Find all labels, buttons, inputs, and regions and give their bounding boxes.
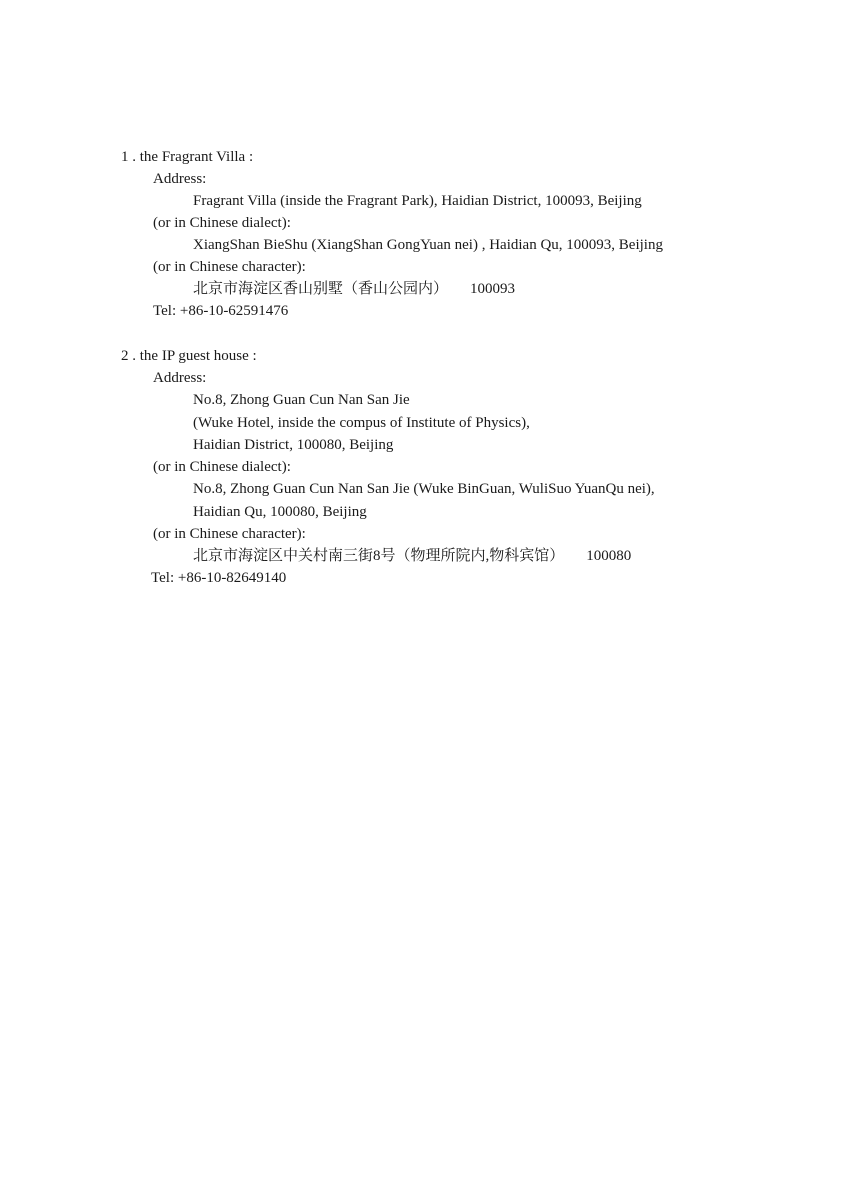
section-2-character-label: (or in Chinese character): bbox=[153, 526, 306, 542]
section-2-character-text: 北京市海淀区中关村南三街8号（物理所院内,物科宾馆） bbox=[193, 548, 565, 564]
section-2-address-line-3: Haidian District, 100080, Beijing bbox=[193, 437, 394, 453]
section-1-heading: 1 . the Fragrant Villa : bbox=[121, 149, 254, 165]
section-1-tel: Tel: +86-10-62591476 bbox=[153, 303, 289, 319]
section-2-dialect-line-1: No.8, Zhong Guan Cun Nan San Jie (Wuke BinGuan, WuliSuo YuanQu nei), bbox=[193, 481, 655, 497]
section-1-dialect-line-1: XiangShan BieShu (XiangShan GongYuan nei) , Haidian Qu, 100093, Beijing bbox=[193, 237, 663, 253]
section-2-tel: Tel: +86-10-82649140 bbox=[151, 570, 287, 586]
section-1-character-code: 100093 bbox=[470, 281, 516, 297]
section-1-character-line bbox=[193, 279, 515, 299]
section-2-address-line-2: (Wuke Hotel, inside the compus of Institute of Physics), bbox=[193, 415, 530, 431]
section-1-address-line-1: Fragrant Villa (inside the Fragrant Park), Haidian District, 100093, Beijing bbox=[193, 193, 642, 209]
section-2-character-code: 100080 bbox=[586, 548, 632, 564]
section-2-address-line-1: No.8, Zhong Guan Cun Nan San Jie bbox=[193, 392, 410, 408]
section-2-heading: 2 . the IP guest house : bbox=[121, 348, 257, 364]
section-1-character-text: 北京市海淀区香山别墅（香山公园内） bbox=[193, 281, 449, 297]
section-2-dialect-label: (or in Chinese dialect): bbox=[153, 459, 291, 475]
section-2-address-label: Address: bbox=[153, 370, 207, 386]
section-1-character-label: (or in Chinese character): bbox=[153, 259, 306, 275]
section-2-dialect-line-2: Haidian Qu, 100080, Beijing bbox=[193, 504, 367, 520]
section-2-character-line bbox=[193, 546, 631, 566]
section-1-address-label: Address: bbox=[153, 171, 207, 187]
section-1-dialect-label: (or in Chinese dialect): bbox=[153, 215, 291, 231]
